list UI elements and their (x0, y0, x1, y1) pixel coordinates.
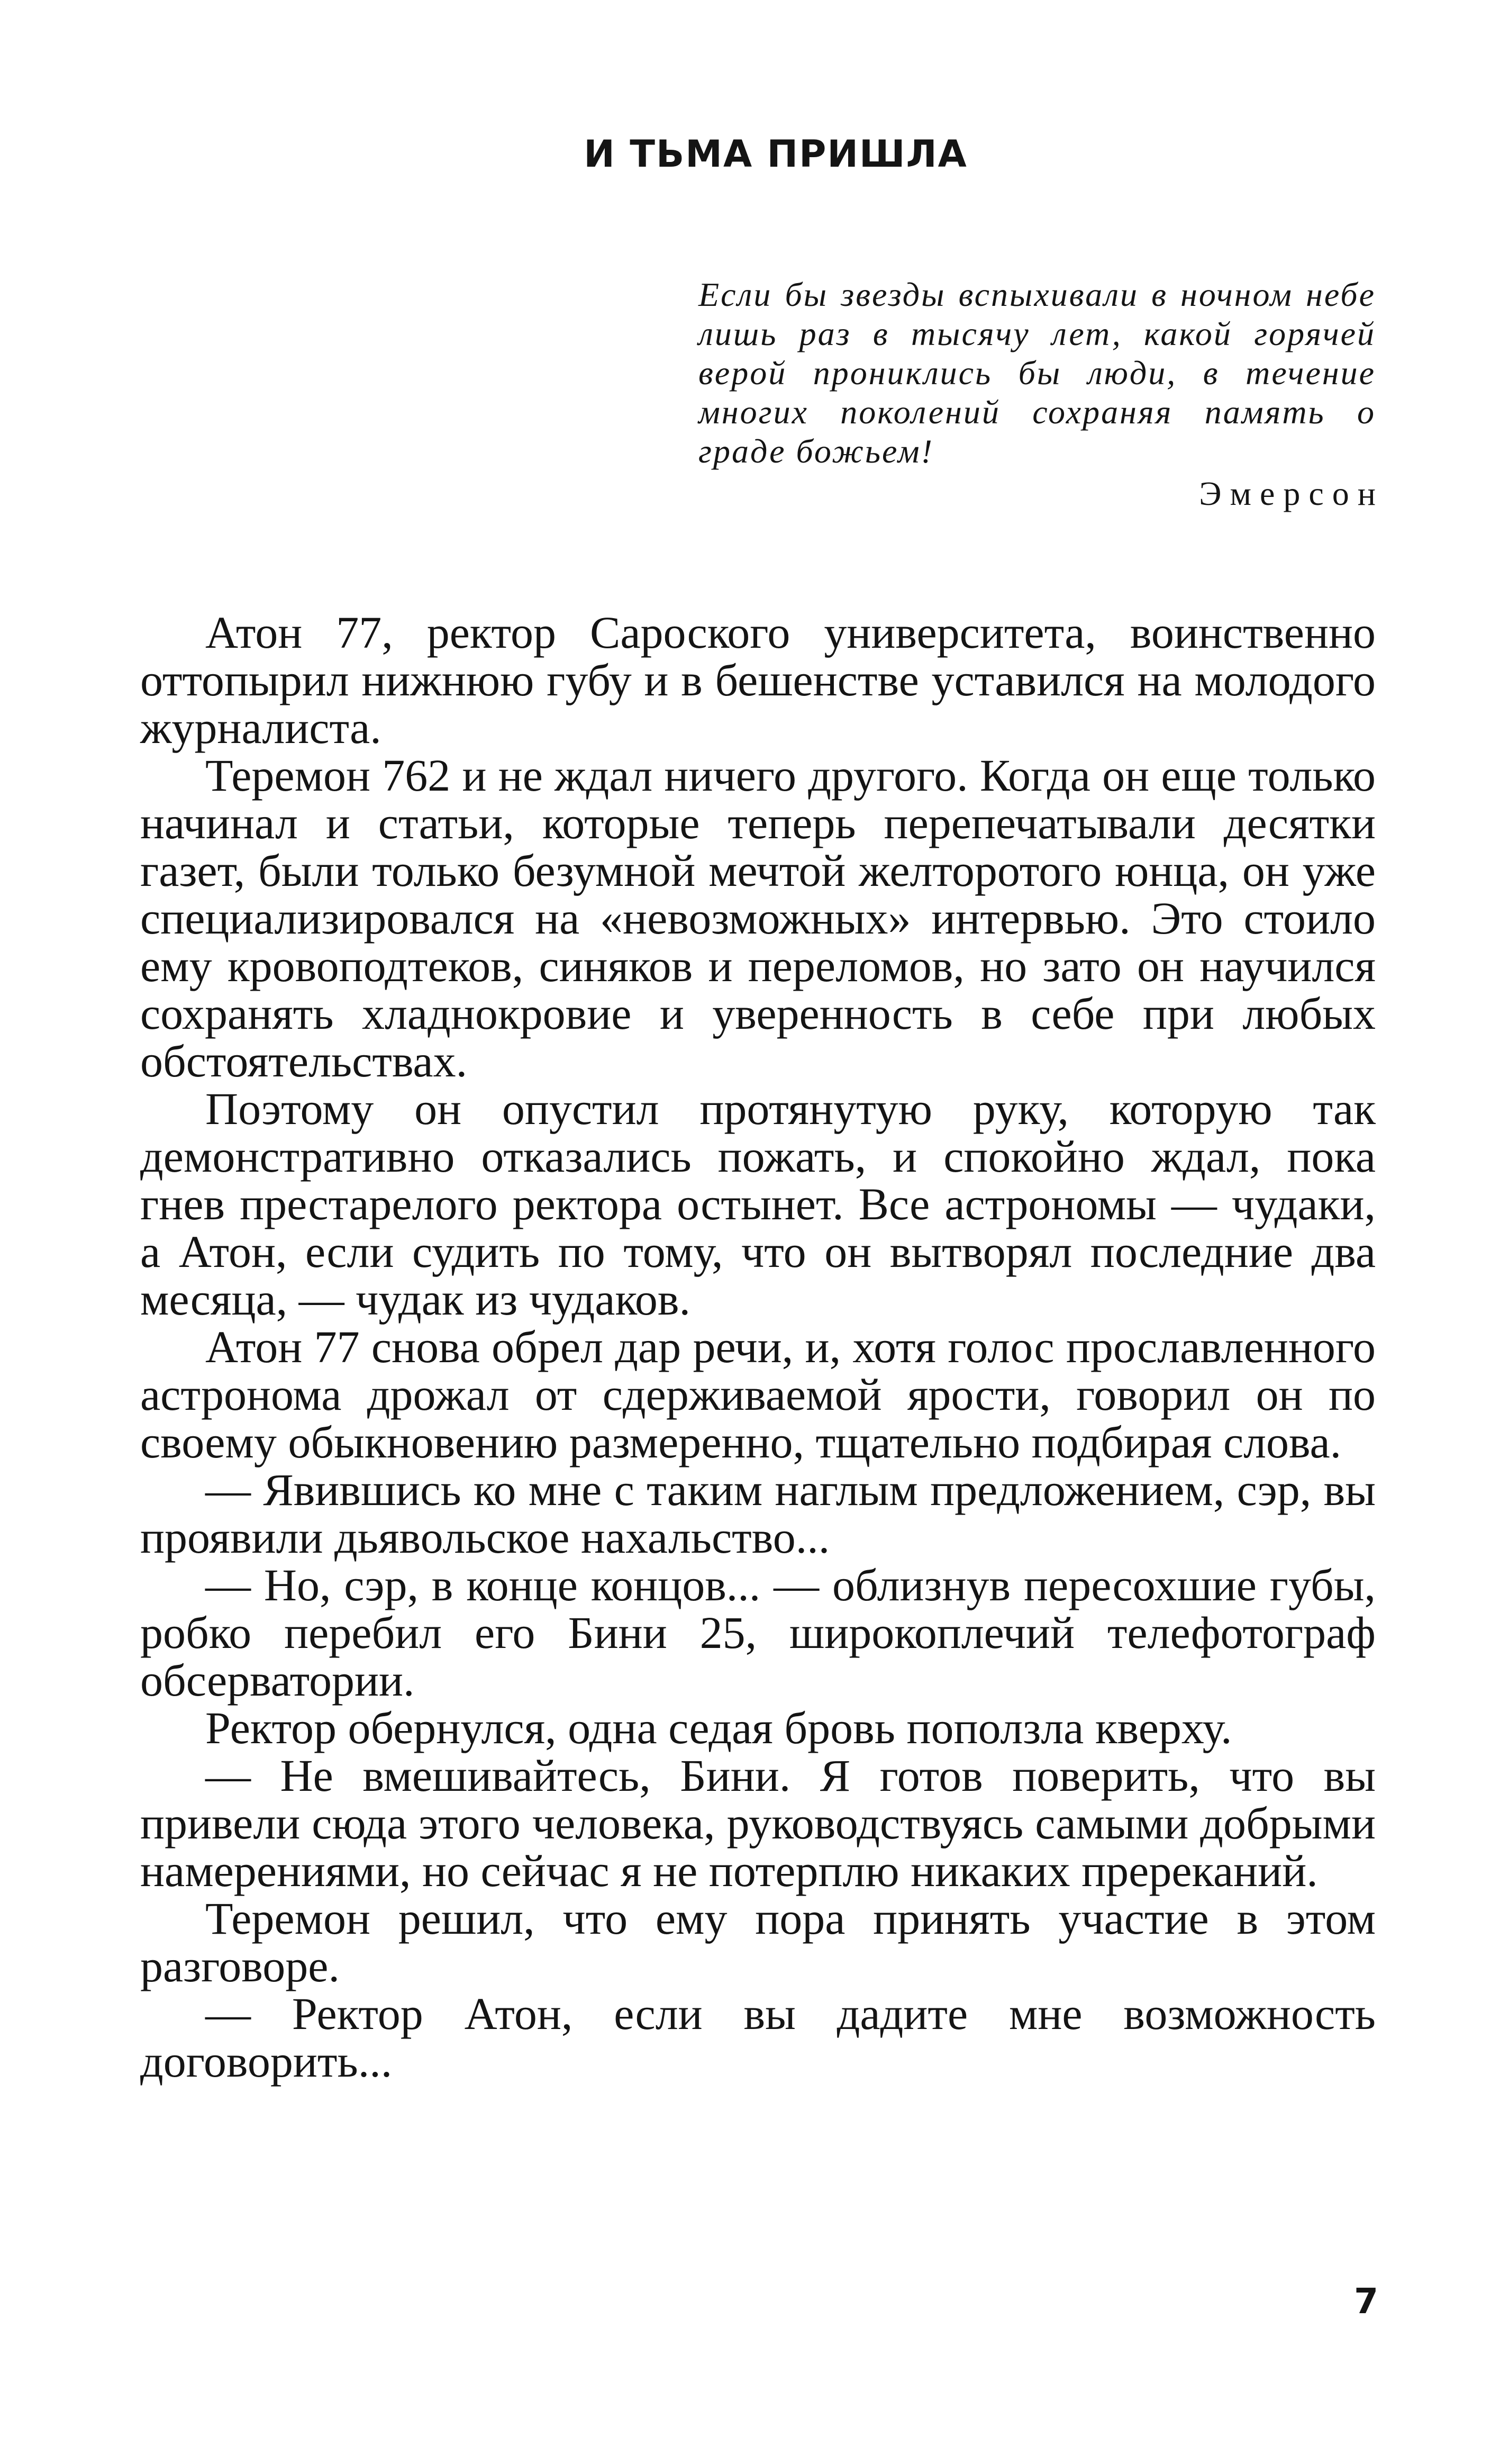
page-number: 7 (1354, 2281, 1378, 2322)
paragraph-6: — Но, сэр, в конце концов... — облизнув пересохшие губы, робко перебил его Бини 25, широкоплечий телефотограф обсерватории. (140, 1560, 1376, 1706)
paragraph-2: Теремон 762 и не ждал ничего другого. Когда он еще только начинал и статьи, которые теперь перепечатывали десятки газет, были только безумной мечтой желторотого юнца, он уже специализировался на «невозможных» интервью. Это стоило ему кровоподтеков, синяков и переломов, но зато он научился сохранять хладнокровие и уверенность в себе при любых обстоятельствах. (140, 750, 1376, 1086)
paragraph-5: — Явившись ко мне с таким наглым предложением, сэр, вы проявили дьявольское нахальство... (140, 1464, 1376, 1563)
paragraph-9: Теремон решил, что ему пора принять участие в этом разговоре. (140, 1893, 1376, 1991)
body-text (140, 609, 1376, 2085)
paragraph-7: Ректор обернулся, одна седая бровь поползла кверху. (205, 1702, 1232, 1753)
paragraph-10: — Ректор Атон, если вы дадите мне возможность договорить... (140, 1988, 1376, 2087)
epigraph-author: Эмерсон (1199, 475, 1384, 512)
paragraph-4: Атон 77 снова обрел дар речи, и, хотя голос прославленного астронома дрожал от сдерживаемой ярости, говорил он по своему обыкновению размеренно, тщательно подбирая слова. (140, 1321, 1376, 1467)
paragraph-3: Поэтому он опустил протянутую руку, которую так демонстративно отказались пожать, и спокойно ждал, пока гнев престарелого ректора остынет. Все астрономы — чудаки, а Атон, если судить по тому, что он вытворял последние два месяца, — чудак из чудаков. (140, 1083, 1376, 1325)
chapter-title: И ТЬМА ПРИШЛА (584, 132, 968, 176)
epigraph-text: Если бы звезды вспыхивали в ночном небе лишь раз в тысячу лет, какой горячей верой прониклись бы люди, в течение многих поколений сохраняя память о граде божьем! (698, 276, 1376, 470)
paragraph-8: — Не вмешивайтесь, Бини. Я готов поверить, что вы привели сюда этого человека, руководствуясь самыми добрыми намерениями, но сейчас я не потерплю никаких пререканий. (140, 1750, 1376, 1896)
paragraph-1: Атон 77, ректор Сароского университета, воинственно оттопырил нижнюю губу и в бешенстве уставился на молодого журналиста. (140, 607, 1376, 753)
epigraph (698, 275, 1384, 513)
